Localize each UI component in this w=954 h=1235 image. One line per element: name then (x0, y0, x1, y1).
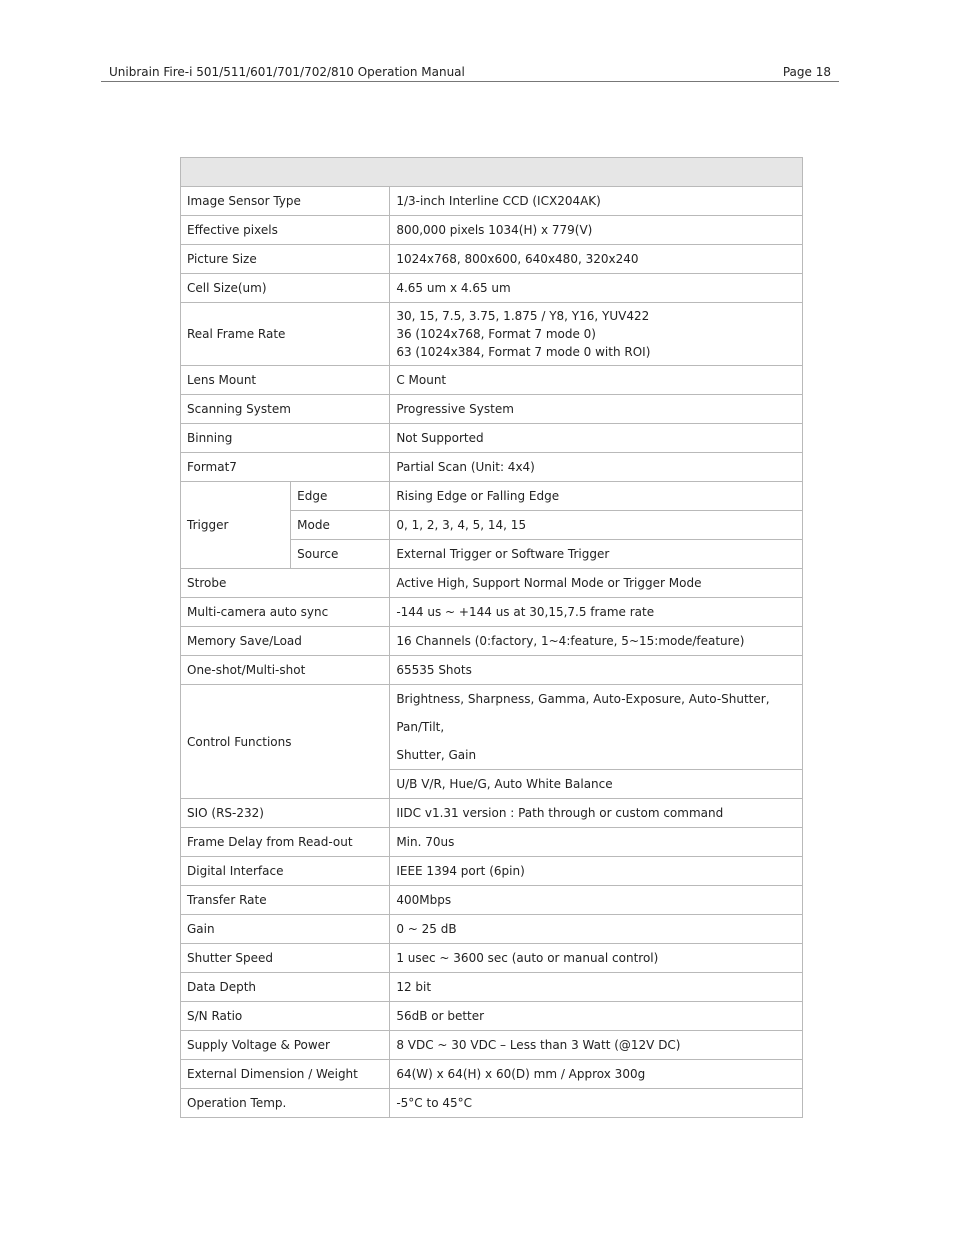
value-line: 36 (1024x768, Format 7 mode 0) (396, 327, 596, 341)
row-value: Active High, Support Normal Mode or Trigger Mode (390, 569, 803, 598)
table-header-row (181, 158, 803, 187)
table-row (181, 1031, 803, 1060)
row-value: 800,000 pixels 1034(H) x 779(V) (390, 216, 803, 245)
table-row (181, 395, 803, 424)
table-row (181, 482, 803, 511)
row-value: Min. 70us (390, 828, 803, 857)
row-label: Multi-camera auto sync (181, 598, 390, 627)
table-row (181, 598, 803, 627)
table-heading (181, 158, 803, 187)
row-value: 12 bit (390, 973, 803, 1002)
table-row (181, 187, 803, 216)
row-value: Partial Scan (Unit: 4x4) (390, 453, 803, 482)
document-title: Unibrain Fire-i 501/511/601/701/702/810 Operation Manual (109, 65, 465, 79)
row-value: U/B V/R, Hue/G, Auto White Balance (390, 770, 803, 799)
table-row (181, 685, 803, 770)
row-value: 64(W) x 64(H) x 60(D) mm / Approx 300g (390, 1060, 803, 1089)
table-row (181, 886, 803, 915)
row-value: 8 VDC ~ 30 VDC – Less than 3 Watt (@12V DC) (390, 1031, 803, 1060)
table-row (181, 1089, 803, 1118)
table-row (181, 216, 803, 245)
value-line: 63 (1024x384, Format 7 mode 0 with ROI) (396, 345, 651, 359)
value-line: 30, 15, 7.5, 3.75, 1.875 / Y8, Y16, YUV422 (396, 309, 650, 323)
row-label: Memory Save/Load (181, 627, 390, 656)
row-label: Picture Size (181, 245, 390, 274)
row-label: Scanning System (181, 395, 390, 424)
row-label: Digital Interface (181, 857, 390, 886)
sub-label: Mode (291, 511, 390, 540)
row-value: C Mount (390, 366, 803, 395)
table-row (181, 1060, 803, 1089)
row-label: Frame Delay from Read-out (181, 828, 390, 857)
row-label: Transfer Rate (181, 886, 390, 915)
specifications-table (180, 157, 803, 1118)
table-row (181, 627, 803, 656)
row-label: One-shot/Multi-shot (181, 656, 390, 685)
value-line: Shutter, Gain (396, 748, 477, 762)
row-value: 400Mbps (390, 886, 803, 915)
table-row (181, 245, 803, 274)
row-value: 4.65 um x 4.65 um (390, 274, 803, 303)
row-label: Strobe (181, 569, 390, 598)
row-value: 65535 Shots (390, 656, 803, 685)
table-row (181, 828, 803, 857)
row-value: 0 ~ 25 dB (390, 915, 803, 944)
row-value: 56dB or better (390, 1002, 803, 1031)
page-header (101, 64, 839, 82)
row-value: IEEE 1394 port (6pin) (390, 857, 803, 886)
row-label: Data Depth (181, 973, 390, 1002)
table-row (181, 303, 803, 366)
sub-label: Source (291, 540, 390, 569)
table-row (181, 569, 803, 598)
row-value: -144 us ~ +144 us at 30,15,7.5 frame rate (390, 598, 803, 627)
row-value: Progressive System (390, 395, 803, 424)
row-value: -5°C to 45°C (390, 1089, 803, 1118)
row-value: IIDC v1.31 version : Path through or custom command (390, 799, 803, 828)
row-label: SIO (RS-232) (181, 799, 390, 828)
row-label: Lens Mount (181, 366, 390, 395)
row-value: 1/3-inch Interline CCD (ICX204AK) (390, 187, 803, 216)
row-label: Image Sensor Type (181, 187, 390, 216)
row-value: External Trigger or Software Trigger (390, 540, 803, 569)
row-label: Cell Size(um) (181, 274, 390, 303)
row-label: External Dimension / Weight (181, 1060, 390, 1089)
row-label: Real Frame Rate (181, 303, 390, 366)
row-label: Shutter Speed (181, 944, 390, 973)
row-label: Control Functions (181, 685, 390, 799)
table-row (181, 656, 803, 685)
table-row (181, 274, 803, 303)
row-value: 0, 1, 2, 3, 4, 5, 14, 15 (390, 511, 803, 540)
row-value: Not Supported (390, 424, 803, 453)
table-row (181, 944, 803, 973)
row-label: S/N Ratio (181, 1002, 390, 1031)
row-label: Operation Temp. (181, 1089, 390, 1118)
value-line: Brightness, Sharpness, Gamma, Auto-Exposure, Auto-Shutter, Pan/Tilt, (396, 692, 770, 734)
sub-label: Edge (291, 482, 390, 511)
row-value: 1 usec ~ 3600 sec (auto or manual control) (390, 944, 803, 973)
row-label: Supply Voltage & Power (181, 1031, 390, 1060)
table-row (181, 799, 803, 828)
table-row (181, 1002, 803, 1031)
table-row (181, 424, 803, 453)
row-label: Gain (181, 915, 390, 944)
row-label: Format7 (181, 453, 390, 482)
row-value (390, 685, 803, 770)
row-label: Binning (181, 424, 390, 453)
row-value: 16 Channels (0:factory, 1~4:feature, 5~15:mode/feature) (390, 627, 803, 656)
table-row (181, 857, 803, 886)
table-row (181, 973, 803, 1002)
row-value: Rising Edge or Falling Edge (390, 482, 803, 511)
row-value: 1024x768, 800x600, 640x480, 320x240 (390, 245, 803, 274)
page-number: Page 18 (782, 65, 831, 79)
row-label: Trigger (181, 482, 291, 569)
table-row (181, 366, 803, 395)
table-row (181, 915, 803, 944)
row-label: Effective pixels (181, 216, 390, 245)
row-value (390, 303, 803, 366)
table-row (181, 453, 803, 482)
